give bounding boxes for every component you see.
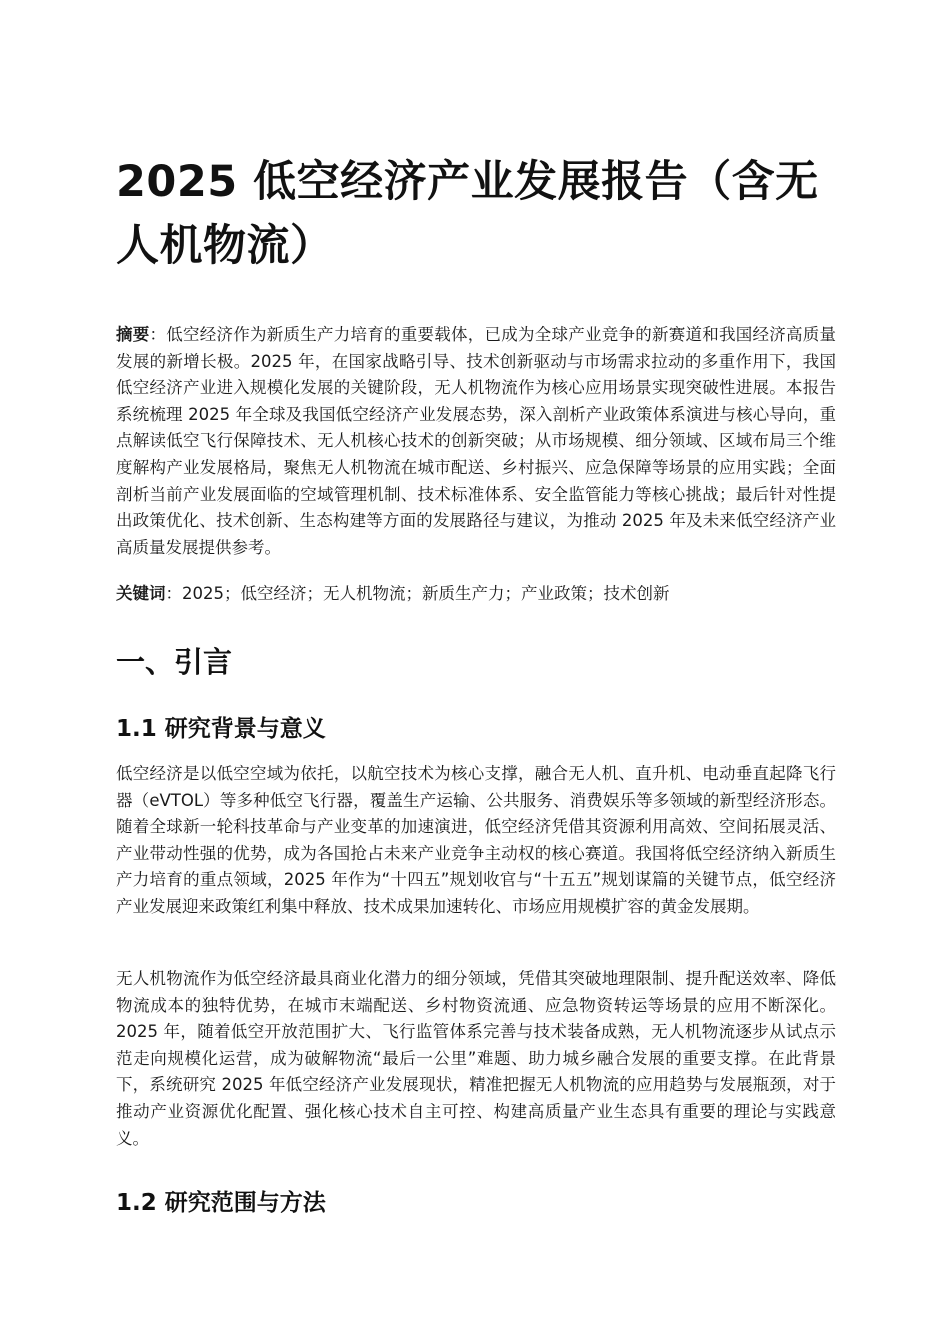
keywords-paragraph: [116, 581, 836, 608]
abstract-text: ：低空经济作为新质生产力培育的重要载体，已成为全球产业竞争的新赛道和我国经济高质量发展的新增长极。2025 年，在国家战略引导、技术创新驱动与市场需求拉动的多重作用下，我国低空经济产业进入规模化发展的关键阶段，无人机物流作为核心应用场景实现突破性进展。本报告系统梳理 2025 年全球及我国低空经济产业发展态势，深入剖析产业政策体系演进与核心导向，重点解读低空飞行保障技术、无人机核心技术的创新突破；从市场规模、细分领域、区域布局三个维度解构产业发展格局，聚焦无人机物流在城市配送、乡村振兴、应急保障等场景的应用实践；全面剖析当前产业发展面临的空域管理机制、技术标准体系、安全监管能力等核心挑战；最后针对性提出政策优化、技术创新、生态构建等方面的发展路径与建议，为推动 2025 年及未来低空经济产业高质量发展提供参考。: [116, 325, 836, 557]
abstract-label: 摘要: [116, 325, 150, 344]
body-paragraph: 低空经济是以低空空域为依托，以航空技术为核心支撑，融合无人机、直升机、电动垂直起降飞行器（eVTOL）等多种低空飞行器，覆盖生产运输、公共服务、消费娱乐等多领域的新型经济形态。随着全球新一轮科技革命与产业变革的加速演进，低空经济凭借其资源利用高效、空间拓展灵活、产业带动性强的优势，成为各国抢占未来产业竞争主动权的核心赛道。我国将低空经济纳入新质生产力培育的重点领域，2025 年作为“十四五”规划收官与“十五五”规划谋篇的关键节点，低空经济产业发展迎来政策红利集中释放、技术成果加速转化、市场应用规模扩容的黄金发展期。: [116, 764, 836, 916]
body-paragraph: 无人机物流作为低空经济最具商业化潜力的细分领域，凭借其突破地理限制、提升配送效率、降低物流成本的独特优势，在城市末端配送、乡村物资流通、应急物资转运等场景的应用不断深化。2025 年，随着低空开放范围扩大、飞行监管体系完善与技术装备成熟，无人机物流逐步从试点示范走向规模化运营，成为破解物流“最后一公里”难题、助力城乡融合发展的重要支撑。在此背景下，系统研究 2025 年低空经济产业发展现状，精准把握无人机物流的应用趋势与发展瓶颈，对于推动产业资源优化配置、强化核心技术自主可控、构建高质量产业生态具有重要的理论与实践意义。: [116, 969, 836, 1148]
abstract-paragraph: [116, 322, 836, 561]
section-heading-introduction: 一、引言: [116, 645, 233, 679]
subsection-heading-background: 1.1 研究背景与意义: [116, 716, 326, 742]
document-title: 2025 低空经济产业发展报告（含无人机物流）: [116, 157, 819, 271]
subsection-heading-scope-methods: 1.2 研究范围与方法: [116, 1190, 326, 1216]
keywords-label: 关键词: [116, 584, 166, 603]
keywords-text: ：2025；低空经济；无人机物流；新质生产力；产业政策；技术创新: [165, 584, 670, 603]
